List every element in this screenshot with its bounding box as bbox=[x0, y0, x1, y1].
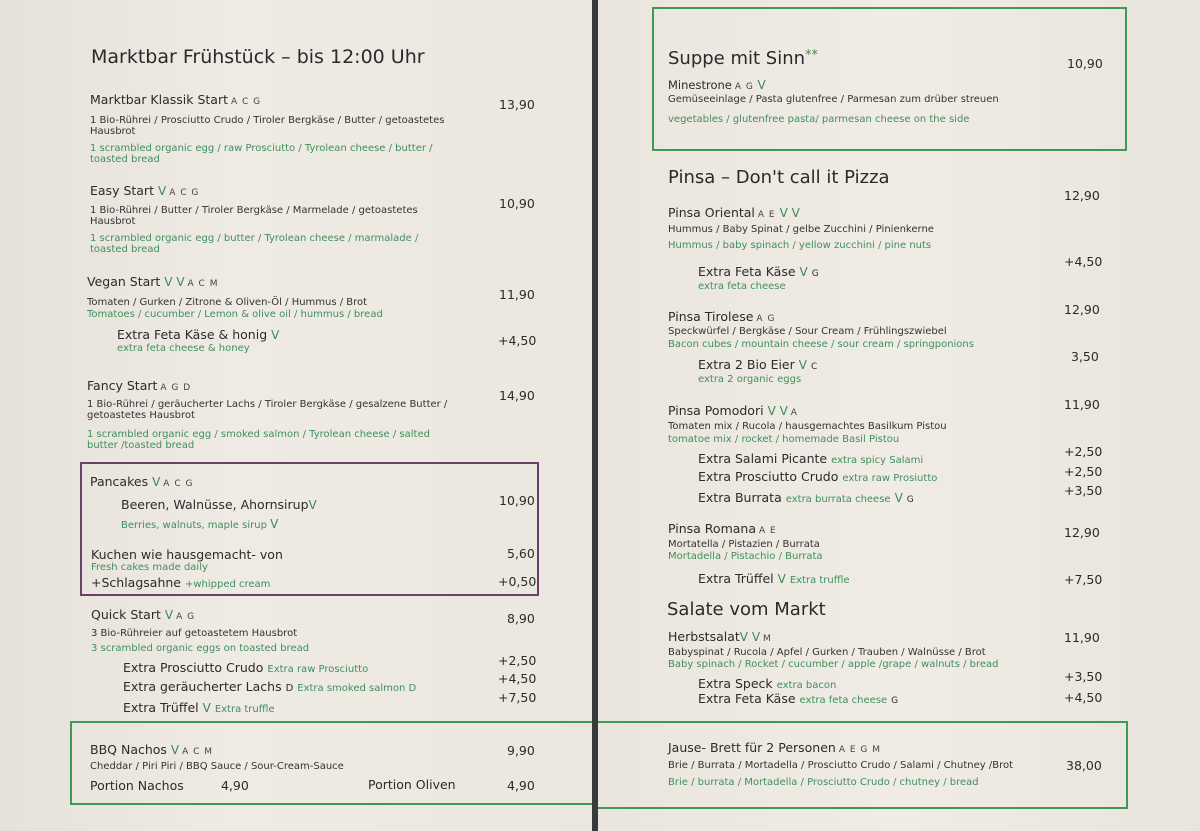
menu-item-translation: vegetables / glutenfree pasta/ parmesan cheese on the side bbox=[668, 114, 970, 125]
menu-item-translation: 1 scrambled organic egg / raw Prosciutto / Tyrolean cheese / butter / bbox=[90, 143, 433, 154]
menu-item-description: Mortatella / Pistazien / Burrata bbox=[668, 539, 820, 550]
menu-item-name: Minestrone A G V bbox=[668, 78, 766, 92]
menu-item-price: 9,90 bbox=[507, 743, 535, 758]
breakfast-title: Marktbar Frühstück – bis 12:00 Uhr bbox=[91, 46, 425, 68]
menu-item-name: Pancakes V A C G bbox=[90, 474, 194, 489]
extra-option-price: +2,50 bbox=[1064, 444, 1103, 459]
cream-item: +Schlagsahne +whipped cream bbox=[91, 575, 271, 590]
menu-item-price: 11,90 bbox=[499, 287, 535, 302]
menu-item-description: Tomaten mix / Rucola / hausgemachtes Basilkum Pistou bbox=[668, 421, 947, 432]
menu-item-name: Jause- Brett für 2 Personen A E G M bbox=[668, 740, 882, 755]
extra-option-price: +4,50 bbox=[498, 333, 537, 348]
extra-option-price: +2,50 bbox=[498, 653, 537, 668]
menu-item-name: Vegan Start V V A C M bbox=[87, 274, 219, 289]
menu-item-price: 13,90 bbox=[499, 97, 535, 112]
extra-option-translation: extra feta cheese & honey bbox=[117, 343, 250, 354]
menu-item-translation: 3 scrambled organic eggs on toasted bread bbox=[91, 643, 310, 654]
cream-item-price: +0,50 bbox=[498, 574, 537, 589]
extra-option: Extra Feta Käse V G bbox=[698, 264, 819, 279]
menu-item-name: Easy Start V A C G bbox=[90, 183, 200, 198]
extra-option: Extra Burrata extra burrata cheese V G bbox=[698, 490, 914, 505]
extra-option-price: +4,50 bbox=[1064, 254, 1103, 269]
menu-item-variant: Beeren, Walnüsse, AhornsirupV bbox=[121, 497, 317, 512]
menu-item-translation: toasted bread bbox=[90, 154, 160, 165]
menu-item-description: Hummus / Baby Spinat / gelbe Zucchini / Pinienkerne bbox=[668, 224, 934, 235]
extra-option-price: +3,50 bbox=[1064, 483, 1103, 498]
portion-oliven: Portion Oliven bbox=[368, 777, 456, 792]
menu-item-description: Hausbrot bbox=[90, 126, 136, 137]
extra-option: Extra Prosciutto Crudo Extra raw Prosciutto bbox=[123, 660, 369, 675]
menu-item-price: 38,00 bbox=[1066, 758, 1102, 773]
portion-nachos: Portion Nachos bbox=[90, 778, 184, 793]
menu-item-description: 3 Bio-Rühreier auf getoastetem Hausbrot bbox=[91, 628, 298, 639]
cake-item-translation: Fresh cakes made daily bbox=[91, 562, 208, 573]
extra-option: Extra Salami Picante extra spicy Salami bbox=[698, 451, 924, 466]
extra-option-price: +2,50 bbox=[1064, 464, 1103, 479]
menu-item-price: 12,90 bbox=[1064, 188, 1100, 203]
portion-nachos-price: 4,90 bbox=[221, 778, 249, 793]
menu-item-translation: Bacon cubes / mountain cheese / sour cream / springponions bbox=[668, 339, 974, 350]
extra-option-price: 3,50 bbox=[1071, 349, 1099, 364]
menu-item-name: Pinsa Pomodori V V A bbox=[668, 403, 798, 418]
menu-item-description: Brie / Burrata / Mortadella / Prosciutto Crudo / Salami / Chutney /Brot bbox=[668, 760, 1013, 771]
left-page bbox=[0, 0, 592, 831]
extra-option-price: +7,50 bbox=[498, 690, 537, 705]
extra-option: Extra Trüffel V Extra truffle bbox=[123, 700, 275, 715]
soup-price: 10,90 bbox=[1067, 56, 1103, 71]
menu-item-description: Tomaten / Gurken / Zitrone & Oliven-Öl / Hummus / Brot bbox=[87, 297, 368, 308]
menu-item-name: Pinsa Romana A E bbox=[668, 521, 777, 536]
extra-option: Extra 2 Bio Eier V C bbox=[698, 357, 818, 372]
extra-option: Extra Speck extra bacon bbox=[698, 676, 837, 691]
menu-item-translation: toasted bread bbox=[90, 244, 160, 255]
menu-item-name: Pinsa Oriental A E V V bbox=[668, 205, 800, 220]
menu-item-description: 1 Bio-Rührei / Butter / Tiroler Bergkäse / Marmelade / getoastetes bbox=[90, 205, 418, 216]
portion-oliven-price: 4,90 bbox=[507, 778, 535, 793]
menu-item-translation: Hummus / baby spinach / yellow zucchini / pine nuts bbox=[668, 240, 932, 251]
soup-title: Suppe mit Sinn** bbox=[668, 48, 819, 69]
pinsa-title: Pinsa – Don't call it Pizza bbox=[668, 167, 890, 188]
extra-option-price: +4,50 bbox=[1064, 690, 1103, 705]
menu-item-name: Quick Start V A G bbox=[91, 607, 196, 622]
cake-item-name: Kuchen wie hausgemacht- von bbox=[91, 547, 283, 562]
menu-item-price: 10,90 bbox=[499, 493, 535, 508]
right-page bbox=[598, 0, 1200, 831]
menu-item-translation: 1 scrambled organic egg / smoked salmon / Tyrolean cheese / salted bbox=[87, 429, 430, 440]
menu-item-translation: Baby spinach / Rocket / cucumber / apple /grape / walnuts / bread bbox=[668, 659, 999, 670]
menu-item-name: Fancy Start A G D bbox=[87, 378, 192, 393]
extra-option: Extra Prosciutto Crudo extra raw Prosiutto bbox=[698, 469, 938, 484]
menu-item-description: Hausbrot bbox=[90, 216, 136, 227]
menu-item-price: 8,90 bbox=[507, 611, 535, 626]
menu-item-description: Gemüseeinlage / Pasta glutenfree / Parmesan zum drüber streuen bbox=[668, 94, 999, 105]
extra-option: Extra Trüffel V Extra truffle bbox=[698, 571, 850, 586]
extra-option-translation: extra feta cheese bbox=[698, 281, 786, 292]
menu-item-description: Babyspinat / Rucola / Apfel / Gurken / Trauben / Walnüsse / Brot bbox=[668, 647, 986, 658]
menu-item-price: 12,90 bbox=[1064, 302, 1100, 317]
menu-item-description: Speckwürfel / Bergkäse / Sour Cream / Frühlingszwiebel bbox=[668, 326, 947, 337]
extra-option-price: +4,50 bbox=[498, 671, 537, 686]
menu-item-price: 11,90 bbox=[1064, 630, 1100, 645]
menu-item-name: BBQ Nachos V A C M bbox=[90, 742, 214, 757]
menu-item-description: 1 Bio-Rührei / geräucherter Lachs / Tiroler Bergkäse / gesalzene Butter / bbox=[87, 399, 448, 410]
extra-option-translation: extra 2 organic eggs bbox=[698, 374, 802, 385]
extra-option: Extra Feta Käse extra feta cheese G bbox=[698, 691, 899, 706]
menu-item-name: Marktbar Klassik Start A C G bbox=[90, 92, 262, 107]
menu-item-price: 10,90 bbox=[499, 196, 535, 211]
menu-item-translation: tomatoe mix / rocket / homemade Basil Pistou bbox=[668, 434, 900, 445]
extra-option-price: +3,50 bbox=[1064, 669, 1103, 684]
extra-option-price: +7,50 bbox=[1064, 572, 1103, 587]
menu-item-price: 12,90 bbox=[1064, 525, 1100, 540]
menu-item-translation: Berries, walnuts, maple sirup V bbox=[121, 517, 279, 531]
menu-item-price: 14,90 bbox=[499, 388, 535, 403]
menu-item-price: 11,90 bbox=[1064, 397, 1100, 412]
menu-item-translation: 1 scrambled organic egg / butter / Tyrolean cheese / marmalade / bbox=[90, 233, 419, 244]
menu-item-description: Cheddar / Piri Piri / BBQ Sauce / Sour-Cream-Sauce bbox=[90, 761, 344, 772]
menu-item-name: HerbstsalatV V M bbox=[668, 629, 772, 644]
cake-item-price: 5,60 bbox=[507, 546, 535, 561]
extra-option: Extra Feta Käse & honig V bbox=[117, 327, 280, 342]
salad-title: Salate vom Markt bbox=[667, 599, 826, 620]
menu-item-name: Pinsa Tirolese A G bbox=[668, 309, 776, 324]
menu-item-description: 1 Bio-Rührei / Prosciutto Crudo / Tiroler Bergkäse / Butter / getoastetes bbox=[90, 115, 445, 126]
menu-item-translation: Mortadella / Pistachio / Burrata bbox=[668, 551, 823, 562]
menu-item-translation: Brie / burrata / Mortadella / Prosciutto Crudo / chutney / bread bbox=[668, 777, 979, 788]
menu-item-translation: butter /toasted bread bbox=[87, 440, 195, 451]
extra-option: Extra geräucherter Lachs D Extra smoked salmon D bbox=[123, 679, 417, 694]
menu-item-description: getoastetes Hausbrot bbox=[87, 410, 195, 421]
menu-item-translation: Tomatoes / cucumber / Lemon & olive oil / hummus / bread bbox=[87, 309, 383, 320]
